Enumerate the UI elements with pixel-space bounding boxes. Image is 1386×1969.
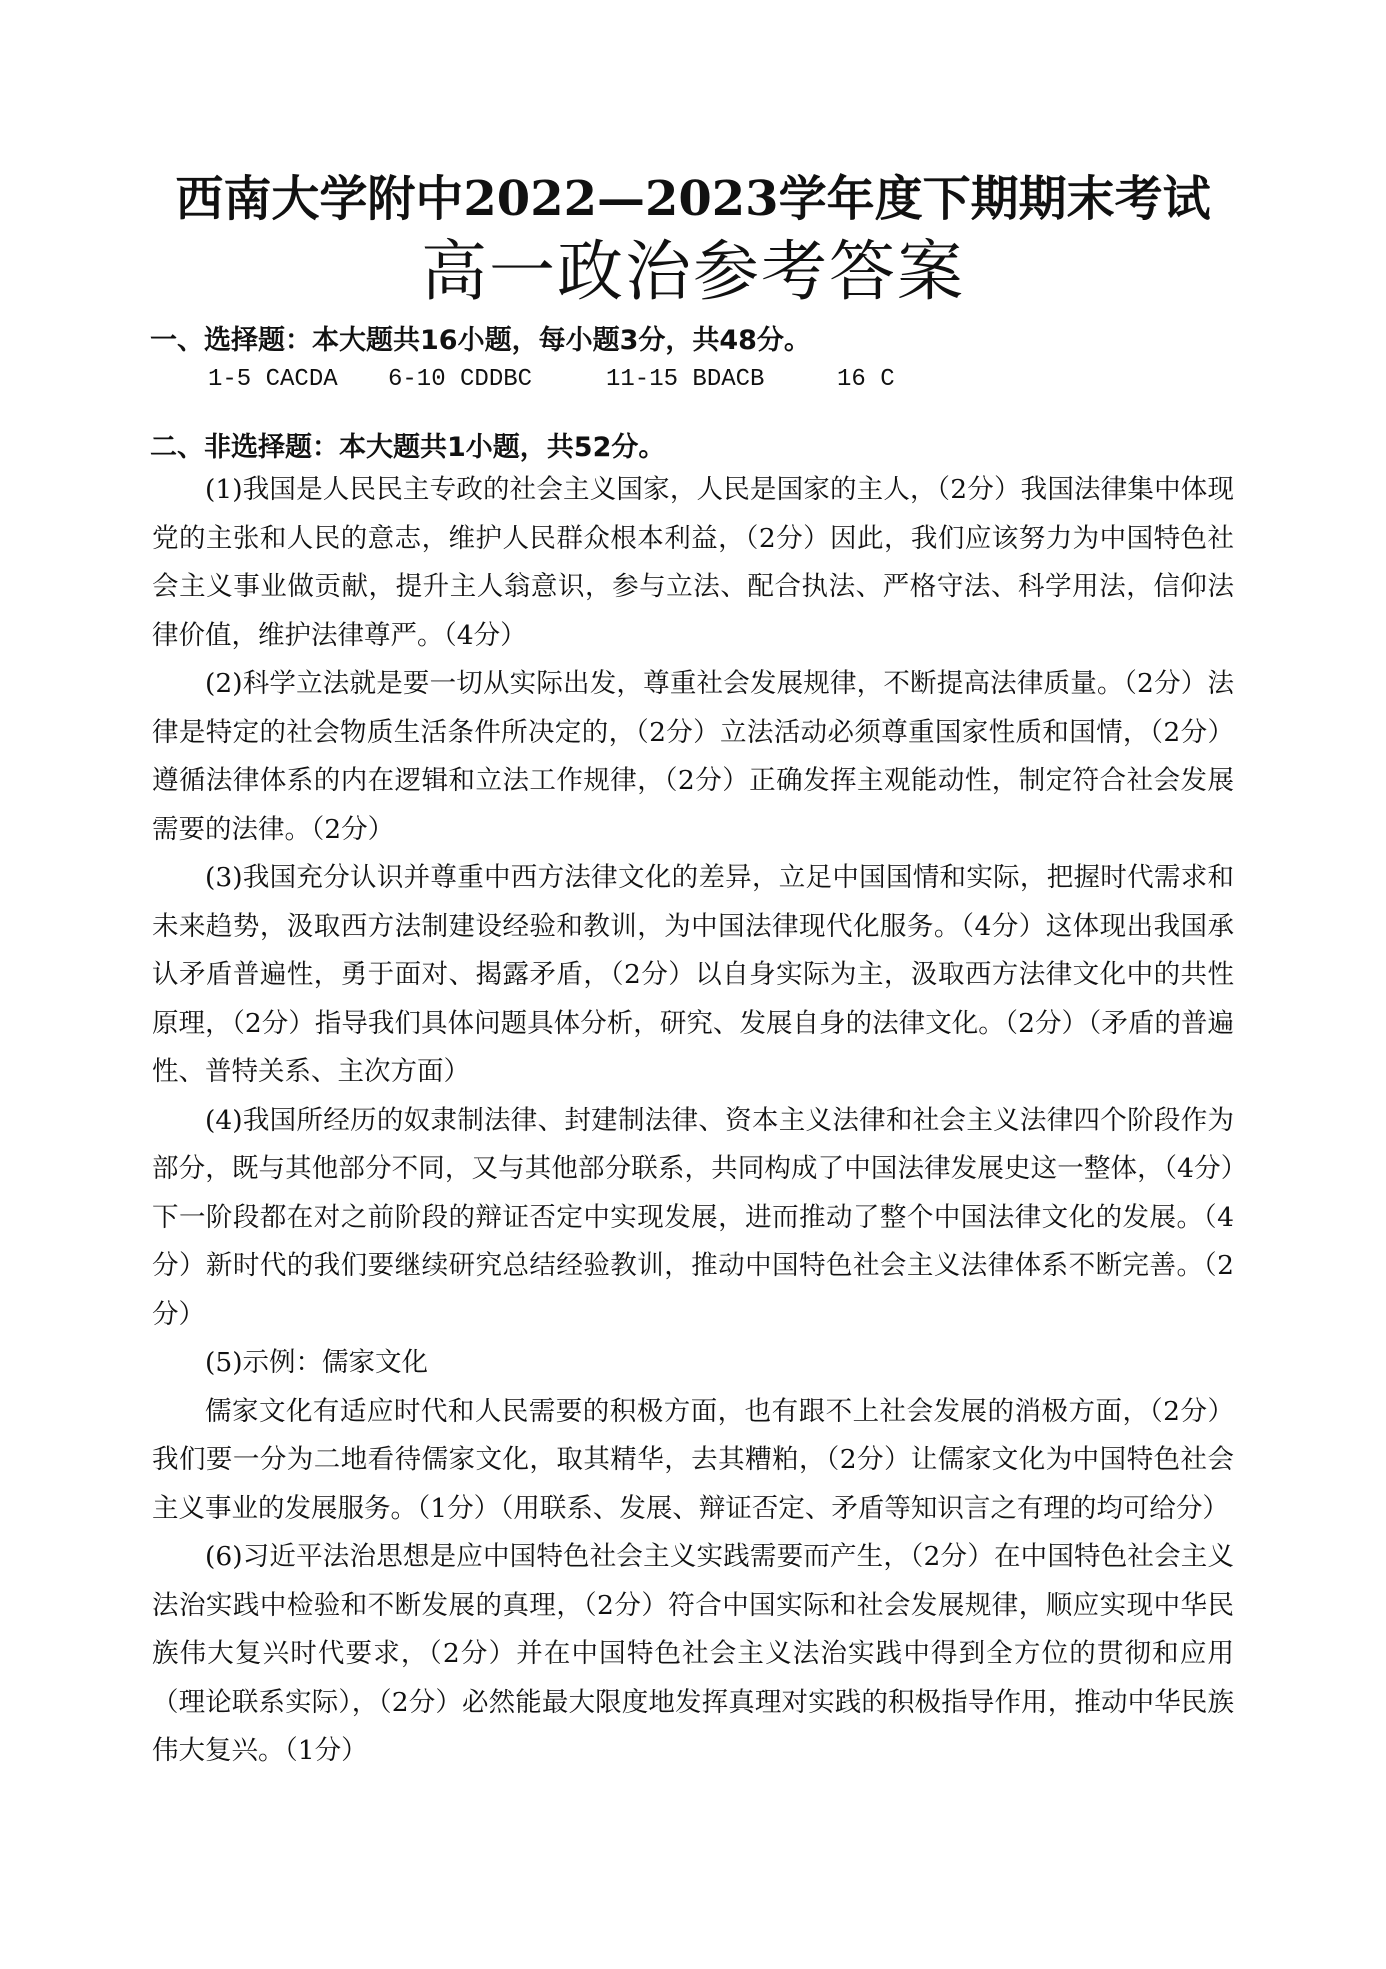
- answer-paragraph-5-label: (5)示例：儒家文化: [205, 1347, 429, 1378]
- answer-group: 1-5 CACDA: [208, 366, 338, 393]
- answer-group: 16 C: [837, 366, 895, 393]
- answer-paragraph-2: (2)科学立法就是要一切从实际出发，尊重社会发展规律，不断提高法律质量。（2分）法律是特定的社会物质生活条件所决定的，（2分）立法活动必须尊重国家性质和国情，（2分）遵循法律体系的内在逻辑和立法工作规律，（2分）正确发挥主观能动性，制定符合社会发展需要的法律。（2分）: [152, 668, 1234, 845]
- answer-group: 11-15 BDACB: [606, 366, 765, 393]
- section1-heading: 一、选择题：本大题共16小题，每小题3分，共48分。: [150, 325, 811, 356]
- answer-paragraph-6: (6)习近平法治思想是应中国特色社会主义实践需要而产生，（2分）在中国特色社会主义法治实践中检验和不断发展的真理，（2分）符合中国实际和社会发展规律，顺应实现中华民族伟大复兴时代要求，（2分）并在中国特色社会主义法治实践中得到全方位的贯彻和应用（理论联系实际），（2分）必然能最大限度地发挥真理对实践的积极指导作用，推动中华民族伟大复兴。（1分）: [152, 1541, 1234, 1766]
- choice-answers: [208, 366, 895, 393]
- answer-paragraph-1: (1)我国是人民民主专政的社会主义国家，人民是国家的主人，（2分）我国法律集中体现党的主张和人民的意志，维护人民群众根本利益，（2分）因此，我们应该努力为中国特色社会主义事业做贡献，提升主人翁意识，参与立法、配合执法、严格守法、科学用法，信仰法律价值，维护法律尊严。（4分）: [152, 474, 1234, 651]
- document-title: 西南大学附中2022—2023学年度下期期末考试: [175, 171, 1211, 227]
- document-subtitle: 高一政治参考答案: [421, 233, 965, 310]
- answer-paragraph-3: (3)我国充分认识并尊重中西方法律文化的差异，立足中国国情和实际，把握时代需求和未来趋势，汲取西方法制建设经验和教训，为中国法律现代化服务。（4分）这体现出我国承认矛盾普遍性，勇于面对、揭露矛盾，（2分）以自身实际为主，汲取西方法律文化中的共性原理，（2分）指导我们具体问题具体分析，研究、发展自身的法律文化。（2分）（矛盾的普遍性、普特关系、主次方面）: [152, 862, 1234, 1087]
- answer-paragraph-4: (4)我国所经历的奴隶制法律、封建制法律、资本主义法律和社会主义法律四个阶段作为部分，既与其他部分不同，又与其他部分联系，共同构成了中国法律发展史这一整体，（4分）下一阶段都在对之前阶段的辩证否定中实现发展，进而推动了整个中国法律文化的发展。（4分）新时代的我们要继续研究总结经验教训，推动中国特色社会主义法律体系不断完善。（2分）: [152, 1104, 1234, 1330]
- section2-content: [152, 466, 1234, 1776]
- answer-group: 6-10 CDDBC: [388, 366, 533, 393]
- section2-heading: 二、非选择题：本大题共1小题，共52分。: [150, 432, 666, 463]
- answer-paragraph-5: 儒家文化有适应时代和人民需要的积极方面，也有跟不上社会发展的消极方面，（2分）我们要一分为二地看待儒家文化，取其精华，去其糟粕，（2分）让儒家文化为中国特色社会主义事业的发展服务。（1分）（用联系、发展、辩证否定、矛盾等知识言之有理的均可给分）: [152, 1395, 1234, 1524]
